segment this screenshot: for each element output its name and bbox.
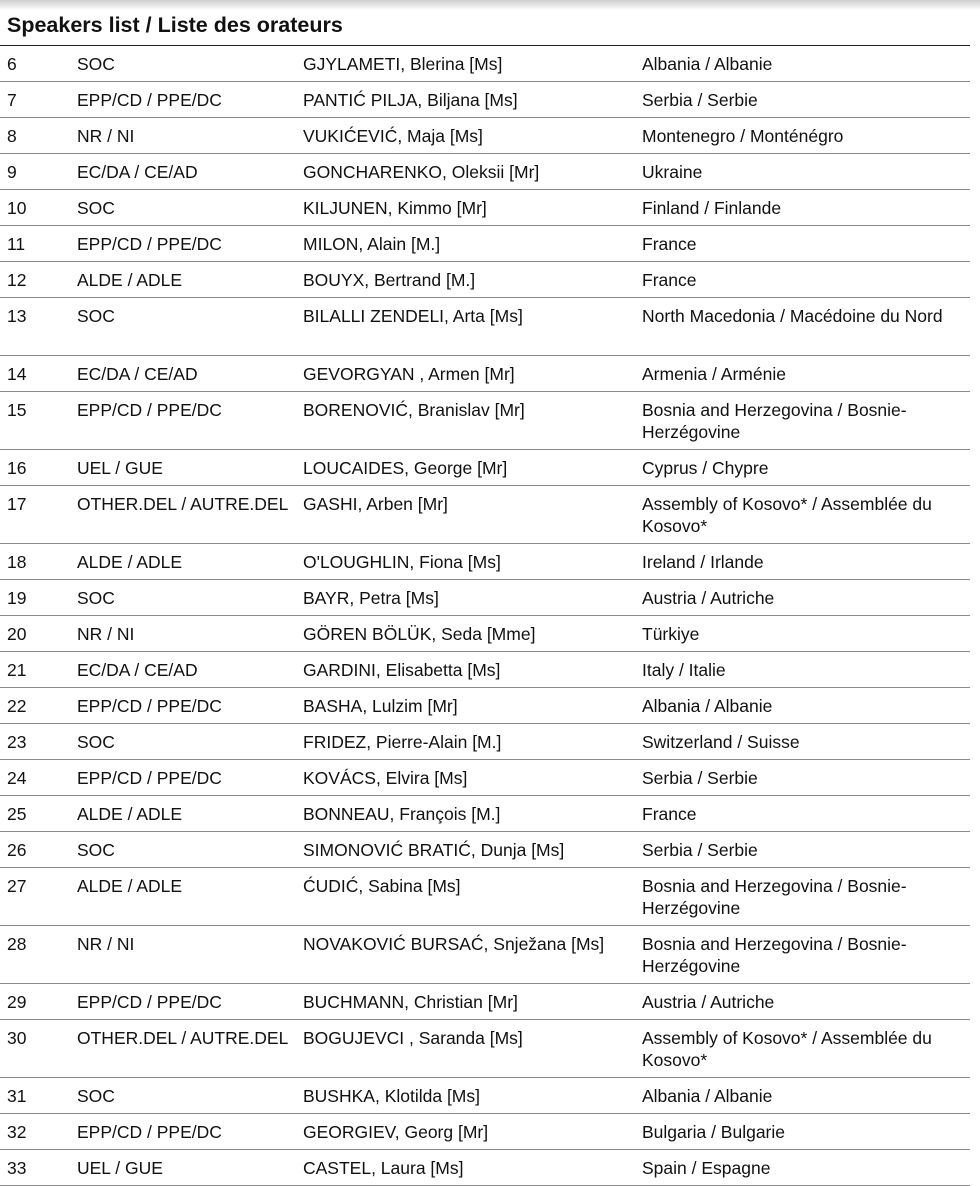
political-group: NR / NI [77, 118, 303, 154]
political-group: EPP/CD / PPE/DC [77, 760, 303, 796]
speaker-name: BUSHKA, Klotilda [Ms] [303, 1078, 642, 1114]
table-row [0, 190, 970, 226]
political-group: UEL / GUE [77, 1150, 303, 1186]
table-row [0, 154, 970, 190]
table-row [0, 262, 970, 298]
speaker-country: Switzerland / Suisse [642, 724, 970, 760]
speaker-number: 22 [0, 688, 77, 724]
table-row [0, 1150, 970, 1186]
table-row [0, 450, 970, 486]
speaker-number: 26 [0, 832, 77, 868]
speaker-name: PANTIĆ PILJA, Biljana [Ms] [303, 82, 642, 118]
table-row [0, 984, 970, 1020]
speaker-number: 20 [0, 616, 77, 652]
speaker-name: GASHI, Arben [Mr] [303, 486, 642, 544]
speaker-country: France [642, 226, 970, 262]
speaker-number: 10 [0, 190, 77, 226]
table-row [0, 868, 970, 926]
political-group: EC/DA / CE/AD [77, 154, 303, 190]
speaker-name: BOGUJEVCI , Saranda [Ms] [303, 1020, 642, 1078]
speaker-name: O'LOUGHLIN, Fiona [Ms] [303, 544, 642, 580]
speaker-country: Finland / Finlande [642, 190, 970, 226]
political-group: EPP/CD / PPE/DC [77, 984, 303, 1020]
speaker-name: BAYR, Petra [Ms] [303, 580, 642, 616]
speaker-name: BUCHMANN, Christian [Mr] [303, 984, 642, 1020]
speaker-name: VUKIĆEVIĆ, Maja [Ms] [303, 118, 642, 154]
table-row [0, 688, 970, 724]
speaker-name: BOUYX, Bertrand [M.] [303, 262, 642, 298]
speakers-table [0, 46, 970, 1186]
speaker-country: Bosnia and Herzegovina / Bosnie-Herzégovine [642, 392, 970, 450]
political-group: ALDE / ADLE [77, 544, 303, 580]
speaker-number: 23 [0, 724, 77, 760]
table-row [0, 832, 970, 868]
speaker-number: 16 [0, 450, 77, 486]
speaker-country: Austria / Autriche [642, 984, 970, 1020]
table-row [0, 226, 970, 262]
speaker-number: 7 [0, 82, 77, 118]
speaker-name: KILJUNEN, Kimmo [Mr] [303, 190, 642, 226]
speaker-country: Armenia / Arménie [642, 356, 970, 392]
political-group: NR / NI [77, 616, 303, 652]
political-group: ALDE / ADLE [77, 796, 303, 832]
speaker-number: 21 [0, 652, 77, 688]
table-row [0, 46, 970, 82]
speaker-country: France [642, 796, 970, 832]
table-row [0, 392, 970, 450]
speaker-number: 15 [0, 392, 77, 450]
speaker-name: NOVAKOVIĆ BURSAĆ, Snježana [Ms] [303, 926, 642, 984]
political-group: OTHER.DEL / AUTRE.DEL [77, 486, 303, 544]
table-row [0, 1020, 970, 1078]
table-row [0, 652, 970, 688]
political-group: EPP/CD / PPE/DC [77, 1114, 303, 1150]
speaker-number: 12 [0, 262, 77, 298]
speaker-name: CASTEL, Laura [Ms] [303, 1150, 642, 1186]
speaker-number: 9 [0, 154, 77, 190]
speaker-number: 29 [0, 984, 77, 1020]
speaker-country: Montenegro / Monténégro [642, 118, 970, 154]
speaker-number: 8 [0, 118, 77, 154]
table-row [0, 356, 970, 392]
speaker-number: 31 [0, 1078, 77, 1114]
table-row [0, 724, 970, 760]
speaker-number: 14 [0, 356, 77, 392]
speaker-name: BONNEAU, François [M.] [303, 796, 642, 832]
speaker-name: SIMONOVIĆ BRATIĆ, Dunja [Ms] [303, 832, 642, 868]
speaker-name: GEVORGYAN , Armen [Mr] [303, 356, 642, 392]
speaker-number: 30 [0, 1020, 77, 1078]
speaker-name: MILON, Alain [M.] [303, 226, 642, 262]
speaker-number: 11 [0, 226, 77, 262]
political-group: SOC [77, 190, 303, 226]
political-group: SOC [77, 832, 303, 868]
table-row [0, 82, 970, 118]
speaker-number: 32 [0, 1114, 77, 1150]
speaker-name: ĆUDIĆ, Sabina [Ms] [303, 868, 642, 926]
speaker-number: 17 [0, 486, 77, 544]
speaker-country: Türkiye [642, 616, 970, 652]
speaker-country: Assembly of Kosovo* / Assemblée du Kosovo* [642, 486, 970, 544]
speaker-name: GÖREN BÖLÜK, Seda [Mme] [303, 616, 642, 652]
speaker-number: 13 [0, 298, 77, 356]
political-group: EPP/CD / PPE/DC [77, 392, 303, 450]
speaker-number: 6 [0, 46, 77, 82]
speaker-country: Austria / Autriche [642, 580, 970, 616]
speaker-country: Bosnia and Herzegovina / Bosnie-Herzégovine [642, 868, 970, 926]
table-row [0, 486, 970, 544]
speaker-country: North Macedonia / Macédoine du Nord [642, 298, 970, 356]
speaker-country: Cyprus / Chypre [642, 450, 970, 486]
political-group: SOC [77, 1078, 303, 1114]
speaker-country: Assembly of Kosovo* / Assemblée du Kosovo* [642, 1020, 970, 1078]
table-row [0, 926, 970, 984]
speaker-name: LOUCAIDES, George [Mr] [303, 450, 642, 486]
table-row [0, 616, 970, 652]
speaker-name: KOVÁCS, Elvira [Ms] [303, 760, 642, 796]
speaker-country: Spain / Espagne [642, 1150, 970, 1186]
speaker-number: 18 [0, 544, 77, 580]
speaker-name: GEORGIEV, Georg [Mr] [303, 1114, 642, 1150]
political-group: NR / NI [77, 926, 303, 984]
political-group: SOC [77, 580, 303, 616]
speakers-table-body [0, 46, 970, 1186]
political-group: SOC [77, 298, 303, 356]
table-row [0, 760, 970, 796]
speaker-country: Bosnia and Herzegovina / Bosnie-Herzégovine [642, 926, 970, 984]
political-group: EPP/CD / PPE/DC [77, 82, 303, 118]
speaker-country: Albania / Albanie [642, 46, 970, 82]
political-group: ALDE / ADLE [77, 262, 303, 298]
political-group: UEL / GUE [77, 450, 303, 486]
speaker-name: GJYLAMETI, Blerina [Ms] [303, 46, 642, 82]
speaker-country: Italy / Italie [642, 652, 970, 688]
political-group: EC/DA / CE/AD [77, 652, 303, 688]
speaker-name: GARDINI, Elisabetta [Ms] [303, 652, 642, 688]
political-group: EC/DA / CE/AD [77, 356, 303, 392]
political-group: EPP/CD / PPE/DC [77, 688, 303, 724]
table-row [0, 1078, 970, 1114]
speaker-name: BILALLI ZENDELI, Arta [Ms] [303, 298, 642, 356]
speaker-name: FRIDEZ, Pierre-Alain [M.] [303, 724, 642, 760]
political-group: EPP/CD / PPE/DC [77, 226, 303, 262]
speaker-country: Ireland / Irlande [642, 544, 970, 580]
table-row [0, 580, 970, 616]
speaker-number: 19 [0, 580, 77, 616]
speaker-country: Bulgaria / Bulgarie [642, 1114, 970, 1150]
speaker-name: GONCHARENKO, Oleksii [Mr] [303, 154, 642, 190]
table-row [0, 118, 970, 154]
table-row [0, 1114, 970, 1150]
page-title: Speakers list / Liste des orateurs [7, 13, 343, 37]
speaker-name: BORENOVIĆ, Branislav [Mr] [303, 392, 642, 450]
table-row [0, 796, 970, 832]
speaker-number: 25 [0, 796, 77, 832]
table-row [0, 544, 970, 580]
speaker-country: Serbia / Serbie [642, 82, 970, 118]
speaker-number: 33 [0, 1150, 77, 1186]
political-group: SOC [77, 724, 303, 760]
table-row [0, 298, 970, 356]
political-group: ALDE / ADLE [77, 868, 303, 926]
speaker-country: Serbia / Serbie [642, 760, 970, 796]
political-group: SOC [77, 46, 303, 82]
political-group: OTHER.DEL / AUTRE.DEL [77, 1020, 303, 1078]
speaker-country: Albania / Albanie [642, 688, 970, 724]
speaker-number: 27 [0, 868, 77, 926]
top-edge-shadow [0, 0, 980, 10]
speaker-country: France [642, 262, 970, 298]
speaker-number: 28 [0, 926, 77, 984]
speaker-country: Albania / Albanie [642, 1078, 970, 1114]
speaker-name: BASHA, Lulzim [Mr] [303, 688, 642, 724]
speaker-number: 24 [0, 760, 77, 796]
speaker-country: Serbia / Serbie [642, 832, 970, 868]
speaker-country: Ukraine [642, 154, 970, 190]
